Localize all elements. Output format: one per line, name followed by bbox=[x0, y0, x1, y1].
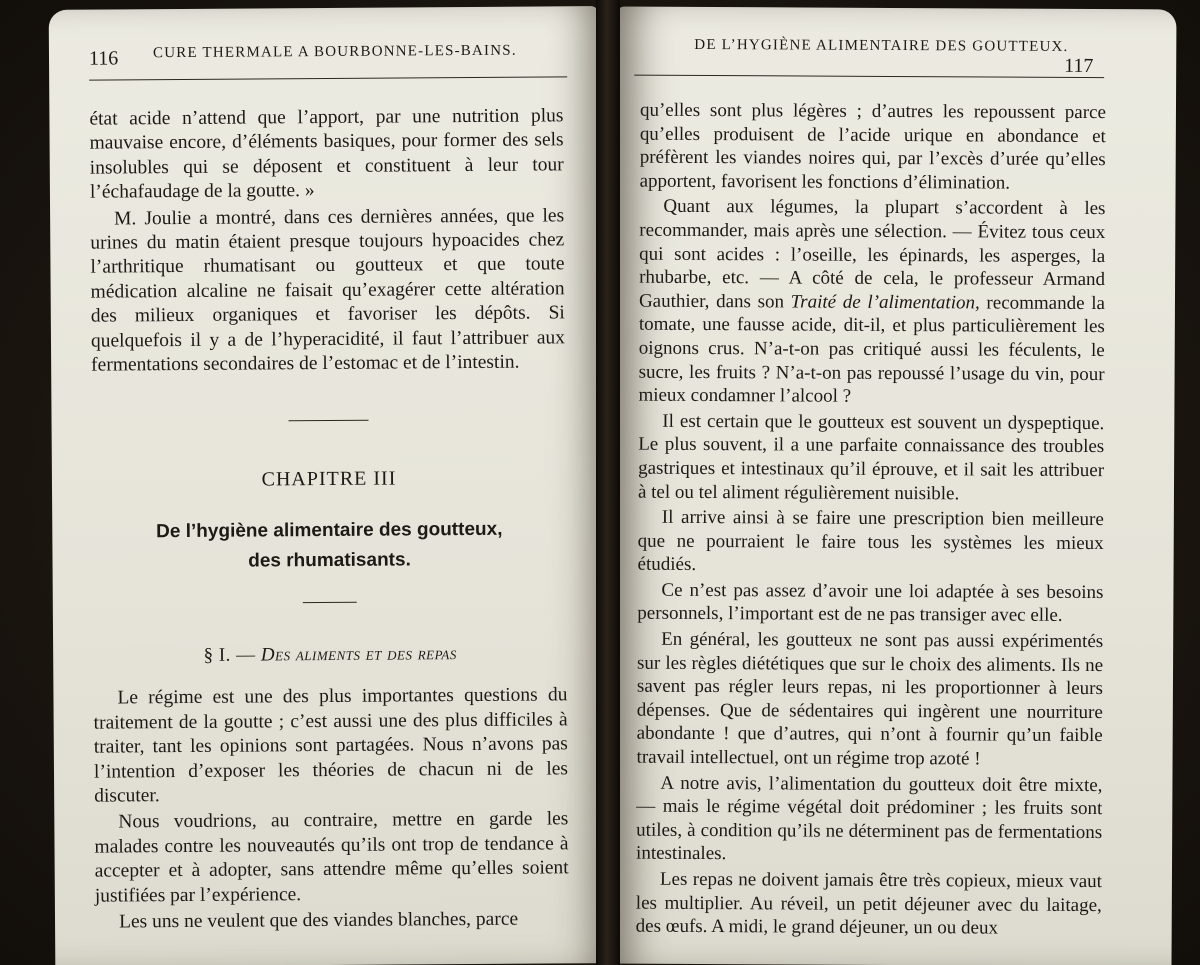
right-page-body bbox=[636, 99, 1106, 941]
chapter-title-line-2: des rhumatisants. bbox=[248, 549, 411, 572]
book-title-italic: Traité de l’alimentation, bbox=[790, 291, 980, 314]
section-number: § I. — bbox=[203, 644, 256, 666]
paragraph: En général, les goutteux ne sont pas aussi expérimentés sur les règles diététiques que sur le choix des aliments. Ils ne savent pas régler leurs repas, ni les proportionner à leurs dépenses. Que de sédentaires qui ingèrent une nourriture abondante ! que d’autres, qui n’ont à fournir qu’un faible travail intellectuel, ont un régime trop azoté ! bbox=[636, 628, 1104, 770]
paragraph: M. Joulie a montré, dans ces dernières années, que les urines du matin étaient presque toujours hypoacides chez l’arthritique rhumatisant ou goutteux et que toute médication alcaline ne faisait qu’exagérer cette altération des milieux organiques et favoriser les dépôts. Si quelquefois il y a de l’hyperacidité, il faut l’attribuer aux fermentations secondaires de l’estomac et de l’intestin. bbox=[90, 204, 566, 376]
running-head-right: DE L’HYGIÈNE ALIMENTAIRE DES GOUTTEUX. bbox=[694, 36, 1069, 55]
section-heading bbox=[93, 641, 567, 669]
paragraph: Quant aux légumes, la plupart s’accordent à les recommander, mais après une sélection. — Évitez tous ceux qui sont acides : l’oseille, les épinards, les asperges, la rhubarbe, etc. — A côté de cela, le professeur Armand Gauthier, dans son Traité de l’alimentation, recommande la tomate, une fausse acide, dit-il, et plus particulièrement les oignons crus. N’a-t-on pas critiqué aussi les féculents, le sucre, les fruits ? N’a-t-on pas repoussé l’usage du vin, pour mieux condamner l’alcool ? bbox=[638, 196, 1106, 407]
book-gutter bbox=[596, 0, 620, 965]
paragraph: Ce n’est pas assez d’avoir une loi adaptée à ses besoins personnels, l’important est de ne pas transiger avec elle. bbox=[637, 579, 1104, 627]
separator-rule bbox=[289, 420, 369, 422]
chapter-title bbox=[92, 514, 566, 577]
chapter-label: CHAPITRE III bbox=[261, 467, 397, 491]
paragraph: Les uns ne veulent que des viandes blanches, parce bbox=[118, 908, 519, 933]
page-number-left: 116 bbox=[88, 47, 119, 70]
paragraph: Nous voudrions, au contraire, mettre en garde les malades contre les nouveautés qu’ils ont trop de tendance à accepter et à adopter, sans attendre même qu’elles soient justifiées par l’expérience. bbox=[94, 808, 569, 907]
running-head-left: CURE THERMALE A BOURBONNE-LES-BAINS. bbox=[152, 42, 517, 62]
paragraph: Il est certain que le goutteux est souvent un dyspeptique. Le plus souvent, il a une parfaite connaissance des troubles gastriques et intestinaux qu’il éprouve, et il sait les attribuer à tel ou tel aliment régulièrement nuisible. bbox=[637, 410, 1105, 504]
header-rule-right bbox=[634, 75, 1104, 78]
chapter-title-line-1: De l’hygiène alimentaire des goutteux, bbox=[156, 518, 503, 543]
paragraph: Il arrive ainsi à se faire une prescription bien meilleure que ne pourraient le faire tous les systèmes les mieux étudiés. bbox=[637, 506, 1104, 576]
paragraph: état acide n’attend que l’apport, par une nutrition plus mauvaise encore, d’éléments basiques, pour former des sels insolubles qui se déposent et constituent à leur tour l’échafaudage de la goutte. » bbox=[89, 105, 564, 203]
left-page-body bbox=[89, 104, 569, 935]
paragraph: Les repas ne doivent jamais être très copieux, mieux vaut les multiplier. Au réveil, un petit déjeuner avec du laitage, des œufs. A midi, le grand déjeuner, un ou deux bbox=[635, 868, 1102, 939]
paragraph: qu’elles sont plus légères ; d’autres les repoussent parce qu’elles produisent de l’acide urique en abondance et préfèrent les viandes noires qui, par l’excès d’urée qu’elles apportent, favorisent les fonctions d’élimination. bbox=[639, 99, 1107, 194]
separator-rule bbox=[303, 602, 357, 603]
paragraph: Le régime est une des plus importantes questions du traitement de la goutte ; c’est aussi une des plus difficiles à traiter, tant les opinions sont partagées. Nous n’avons pas l’intention d’exposer les théories de chacun ni de les discuter. bbox=[93, 684, 569, 807]
page-number-right: 117 bbox=[1064, 54, 1094, 78]
paragraph: A notre avis, l’alimentation du goutteux doit être mixte, — mais le régime végétal doit prédominer ; les fruits sont utiles, à condition qu’ils ne déterminent pas de fermentations intestinales. bbox=[636, 772, 1103, 865]
section-title: Des aliments et des repas bbox=[260, 642, 457, 666]
header-rule-left bbox=[89, 76, 567, 80]
left-page bbox=[49, 6, 606, 965]
right-page bbox=[611, 7, 1176, 965]
